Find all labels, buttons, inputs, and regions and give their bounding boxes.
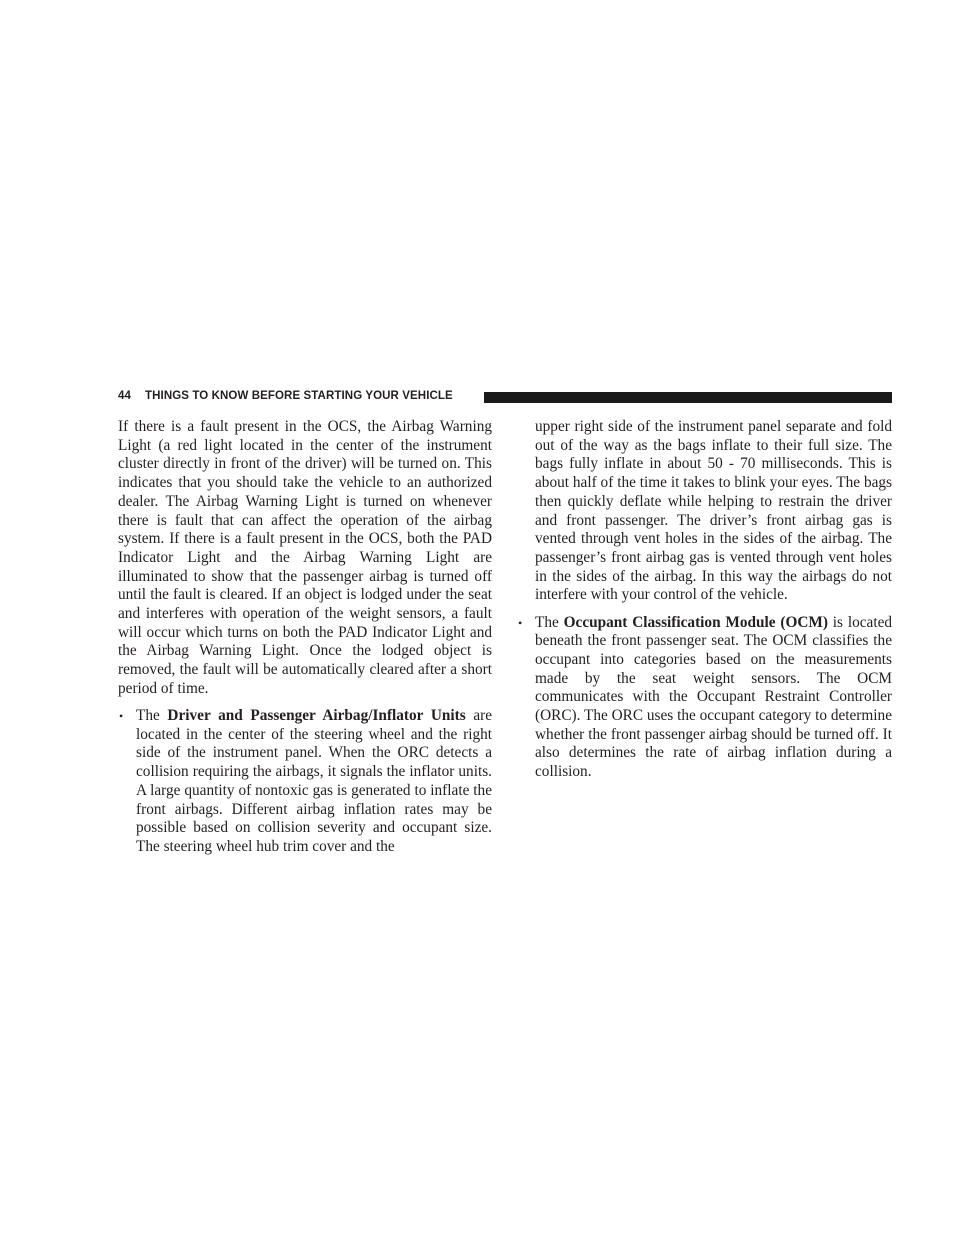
bullet-airbag-inflator-units xyxy=(118,707,492,857)
continuation-paragraph: upper right side of the instrument panel separate and fold out of the way as the bags inflate to their full size. The bags fully inflate in about 50 - 70 milliseconds. This is about half of the time it takes to blink your eyes. The bags then quickly deflate while helping to restrain the driver and front passenger. The driver’s front airbag gas is vented through vent holes in the sides of the airbag. The passenger’s front airbag gas is vented through vent holes in the sides of the airbag. In this way the airbags do not interfere with your control of the vehicle. xyxy=(535,418,892,604)
bullet-bold-term: Driver and Passenger Airbag/Inflator Units xyxy=(167,707,466,725)
bullet-text xyxy=(535,614,892,782)
bullet-lead: The xyxy=(136,707,168,725)
header-rule-bar xyxy=(484,392,892,403)
section-title: THINGS TO KNOW BEFORE STARTING YOUR VEHICLE xyxy=(145,390,453,402)
right-column xyxy=(517,418,892,790)
ocs-fault-paragraph: If there is a fault present in the OCS, the Airbag Warning Light (a red light located in the center of the instrument cluster directly in front of the driver) will be turned on. This indicates that you should take the vehicle to an authorized dealer. The Airbag Warning Light is turned on whenever there is fault that can affect the operation of the airbag system. If there is a fault present in the OCS, both the PAD Indicator Light and the Airbag Warning Light are illuminated to show that the passenger airbag is turned off until the fault is cleared. If an object is lodged under the seat and interferes with operation of the weight sensors, a fault will occur which turns on both the PAD Indicator Light and the Airbag Warning Light. Once the lodged object is removed, the fault will be automatically cleared after a short period of time. xyxy=(118,418,492,697)
bullet-icon: • xyxy=(119,709,124,724)
bullet-bold-term: Occupant Classification Module (OCM) xyxy=(563,613,828,631)
bullet-body: is located beneath the front passenger seat. The OCM classifies the occupant into categories based on the measurements made by the seat weight sensors. The OCM communicates with the Occupant Restraint Controller (ORC). The ORC uses the occupant category to determine whether the front passenger airbag should be turned off. It also determines the rate of airbag inflation during a collision. xyxy=(535,613,893,781)
bullet-lead: The xyxy=(535,613,564,631)
page-number: 44 xyxy=(118,390,131,402)
bullet-icon: • xyxy=(518,615,523,630)
page-header xyxy=(118,389,892,405)
bullet-ocm xyxy=(517,614,892,782)
bullet-body: are located in the center of the steering wheel and the right side of the instrument panel. When the ORC detects a collision requiring the airbags, it signals the inflator units. A large quantity of nontoxic gas is generated to inflate the front airbags. Different airbag inflation rates may be possible based on collision severity and occupant size. The steering wheel hub trim cover and the xyxy=(136,707,492,855)
left-column xyxy=(118,418,492,865)
bullet-text xyxy=(136,707,492,857)
